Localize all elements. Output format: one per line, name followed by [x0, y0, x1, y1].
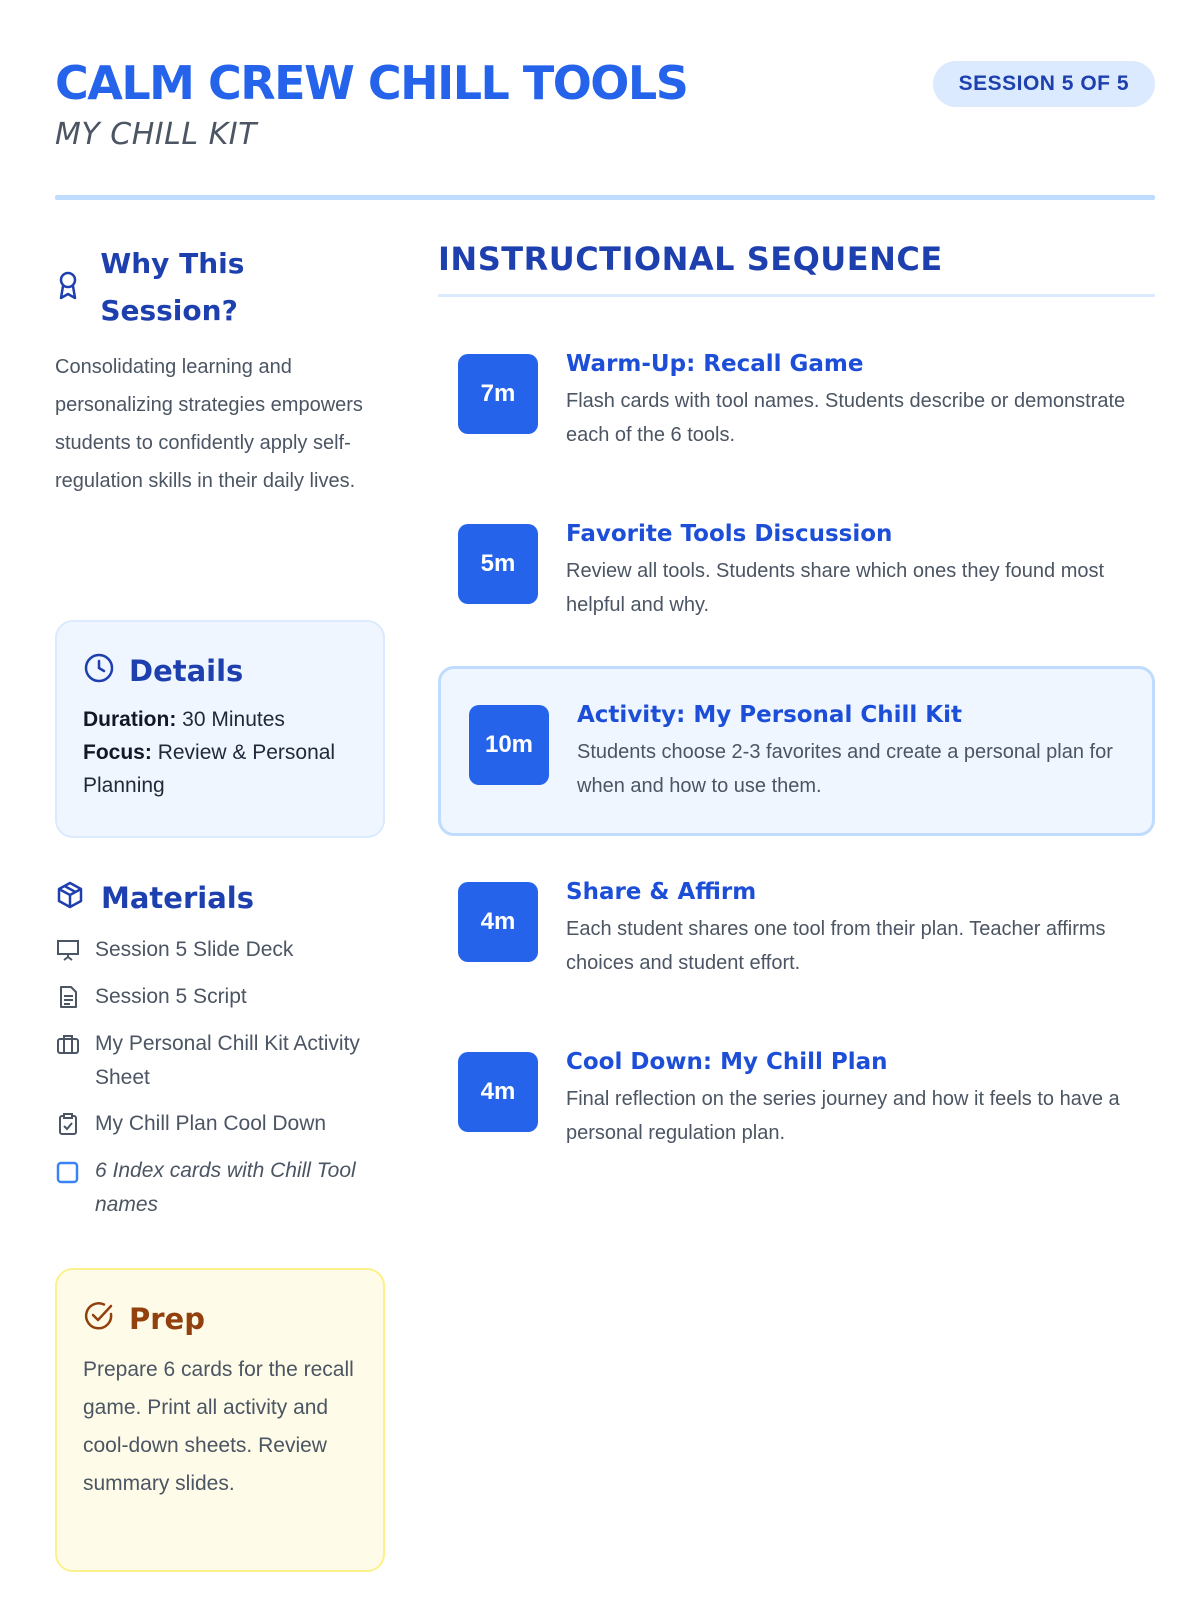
briefcase-icon: [55, 1027, 95, 1062]
step-title: Cool Down: My Chill Plan: [566, 1049, 888, 1075]
sequence-step: [438, 1046, 1155, 1150]
award-ribbon-icon: [55, 270, 84, 307]
session-badge: SESSION 5 OF 5: [933, 61, 1155, 107]
step-duration-badge: 7m: [458, 354, 538, 434]
step-description: Each student shares one tool from their plan. Teacher affirms choices and student effort.: [566, 918, 1106, 974]
check-circle-icon: [83, 1300, 129, 1337]
duration-line: [83, 703, 357, 736]
focus-value: Review & Personal Planning: [83, 741, 336, 797]
material-item: [55, 1154, 385, 1222]
why-section: [55, 240, 385, 500]
material-label: Session 5 Script: [95, 985, 247, 1008]
prep-title: Prep: [129, 1301, 205, 1336]
square-icon: [55, 1154, 95, 1189]
page-subtitle: MY CHILL KIT: [55, 117, 257, 152]
step-title: Share & Affirm: [566, 879, 757, 905]
why-title: Why This Session?: [100, 247, 245, 327]
package-icon: [55, 880, 101, 915]
material-label: 6 Index cards with Chill Tool names: [95, 1159, 356, 1216]
sequence-step: [438, 876, 1155, 980]
material-item: [55, 933, 385, 968]
duration-value: 30 Minutes: [182, 708, 285, 731]
materials-section: [55, 880, 385, 1234]
details-title: Details: [129, 653, 244, 688]
sequence-step-highlighted: [438, 666, 1155, 836]
step-title: Favorite Tools Discussion: [566, 521, 893, 547]
prep-text: Prepare 6 cards for the recall game. Print all activity and cool-down sheets. Review summary slides.: [83, 1358, 354, 1495]
sequence-step: [438, 518, 1155, 622]
step-title: Warm-Up: Recall Game: [566, 351, 864, 377]
why-text: Consolidating learning and personalizing strategies empowers students to confidently apply self-regulation skills in their daily lives.: [55, 356, 363, 492]
step-title: Activity: My Personal Chill Kit: [577, 702, 962, 728]
prep-box: [55, 1268, 385, 1572]
step-description: Flash cards with tool names. Students describe or demonstrate each of the 6 tools.: [566, 390, 1126, 446]
sequence-title: INSTRUCTIONAL SEQUENCE: [438, 240, 1155, 297]
step-duration-badge: 5m: [458, 524, 538, 604]
material-label: My Chill Plan Cool Down: [95, 1112, 327, 1135]
duration-label: Duration:: [83, 708, 177, 731]
page-header: [55, 55, 1155, 152]
materials-title: Materials: [101, 880, 254, 915]
step-duration-badge: 4m: [458, 1052, 538, 1132]
header-divider: [55, 195, 1155, 200]
sequence-step: [438, 348, 1155, 452]
step-description: Students choose 2-3 favorites and create a personal plan for when and how to use them.: [577, 741, 1113, 797]
details-box: [55, 620, 385, 838]
step-description: Final reflection on the series journey and how it feels to have a personal regulation plan.: [566, 1088, 1120, 1144]
step-duration-badge: 4m: [458, 882, 538, 962]
clipboard-check-icon: [55, 1107, 95, 1142]
focus-label: Focus:: [83, 741, 152, 764]
material-item: [55, 1027, 385, 1095]
material-item: [55, 980, 385, 1015]
instructional-sequence: [438, 240, 1155, 1144]
step-duration-badge: 10m: [469, 705, 549, 785]
document-icon: [55, 980, 95, 1015]
page-title: CALM CREW CHILL TOOLS: [55, 56, 688, 110]
clock-icon: [83, 652, 129, 689]
step-description: Review all tools. Students share which ones they found most helpful and why.: [566, 560, 1105, 616]
presentation-icon: [55, 933, 95, 968]
material-label: Session 5 Slide Deck: [95, 938, 294, 961]
focus-line: [83, 736, 357, 802]
material-item: [55, 1107, 385, 1142]
material-label: My Personal Chill Kit Activity Sheet: [95, 1032, 360, 1089]
